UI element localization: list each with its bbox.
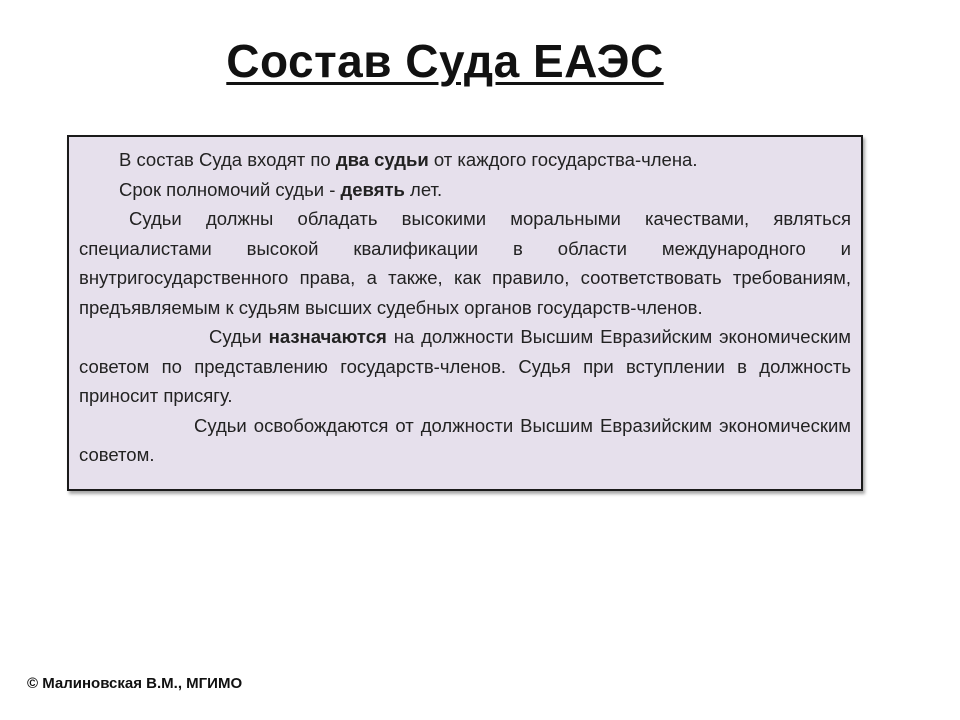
- paragraph-text: Судьи: [209, 326, 269, 347]
- paragraph-text: от каждого государства-члена.: [428, 149, 698, 170]
- paragraph-text: Судьи должны обладать высокими моральными качествами, являться специалистами высокой квалификации в области международного и внутригосударственного права, а также, как правило, соответствовать требованиям, предъявляемым к судьям высших судебных органов государств-членов.: [79, 208, 851, 318]
- paragraph-text: на должности Высшим Евразийским экономическим советом по представлению государств-членов. Судья при вступлении в должность приносит присягу.: [79, 326, 851, 406]
- slide-title-text: Состав Суда ЕАЭС: [226, 35, 664, 87]
- paragraph-requirements: [79, 204, 851, 322]
- emphasis-text: девять: [340, 178, 405, 200]
- emphasis-text: два судьи: [335, 149, 429, 170]
- paragraph-dismissal: [79, 411, 851, 470]
- paragraph-judges-count: [79, 145, 851, 175]
- emphasis-text: назначаются: [268, 326, 387, 347]
- paragraph-text: Срок полномочий судьи -: [119, 178, 341, 200]
- slide-title: [0, 34, 890, 88]
- paragraph-term: [79, 175, 851, 205]
- copyright-footer: © Малиновская В.М., МГИМО: [27, 675, 243, 692]
- paragraph-text: лет.: [404, 178, 443, 200]
- paragraph-text: В состав Суда входят по: [119, 149, 336, 170]
- paragraph-appointment: [79, 322, 851, 411]
- paragraph-text: Судьи освобождаются от должности Высшим Евразийским экономическим советом.: [79, 414, 851, 465]
- content-box: [67, 135, 863, 491]
